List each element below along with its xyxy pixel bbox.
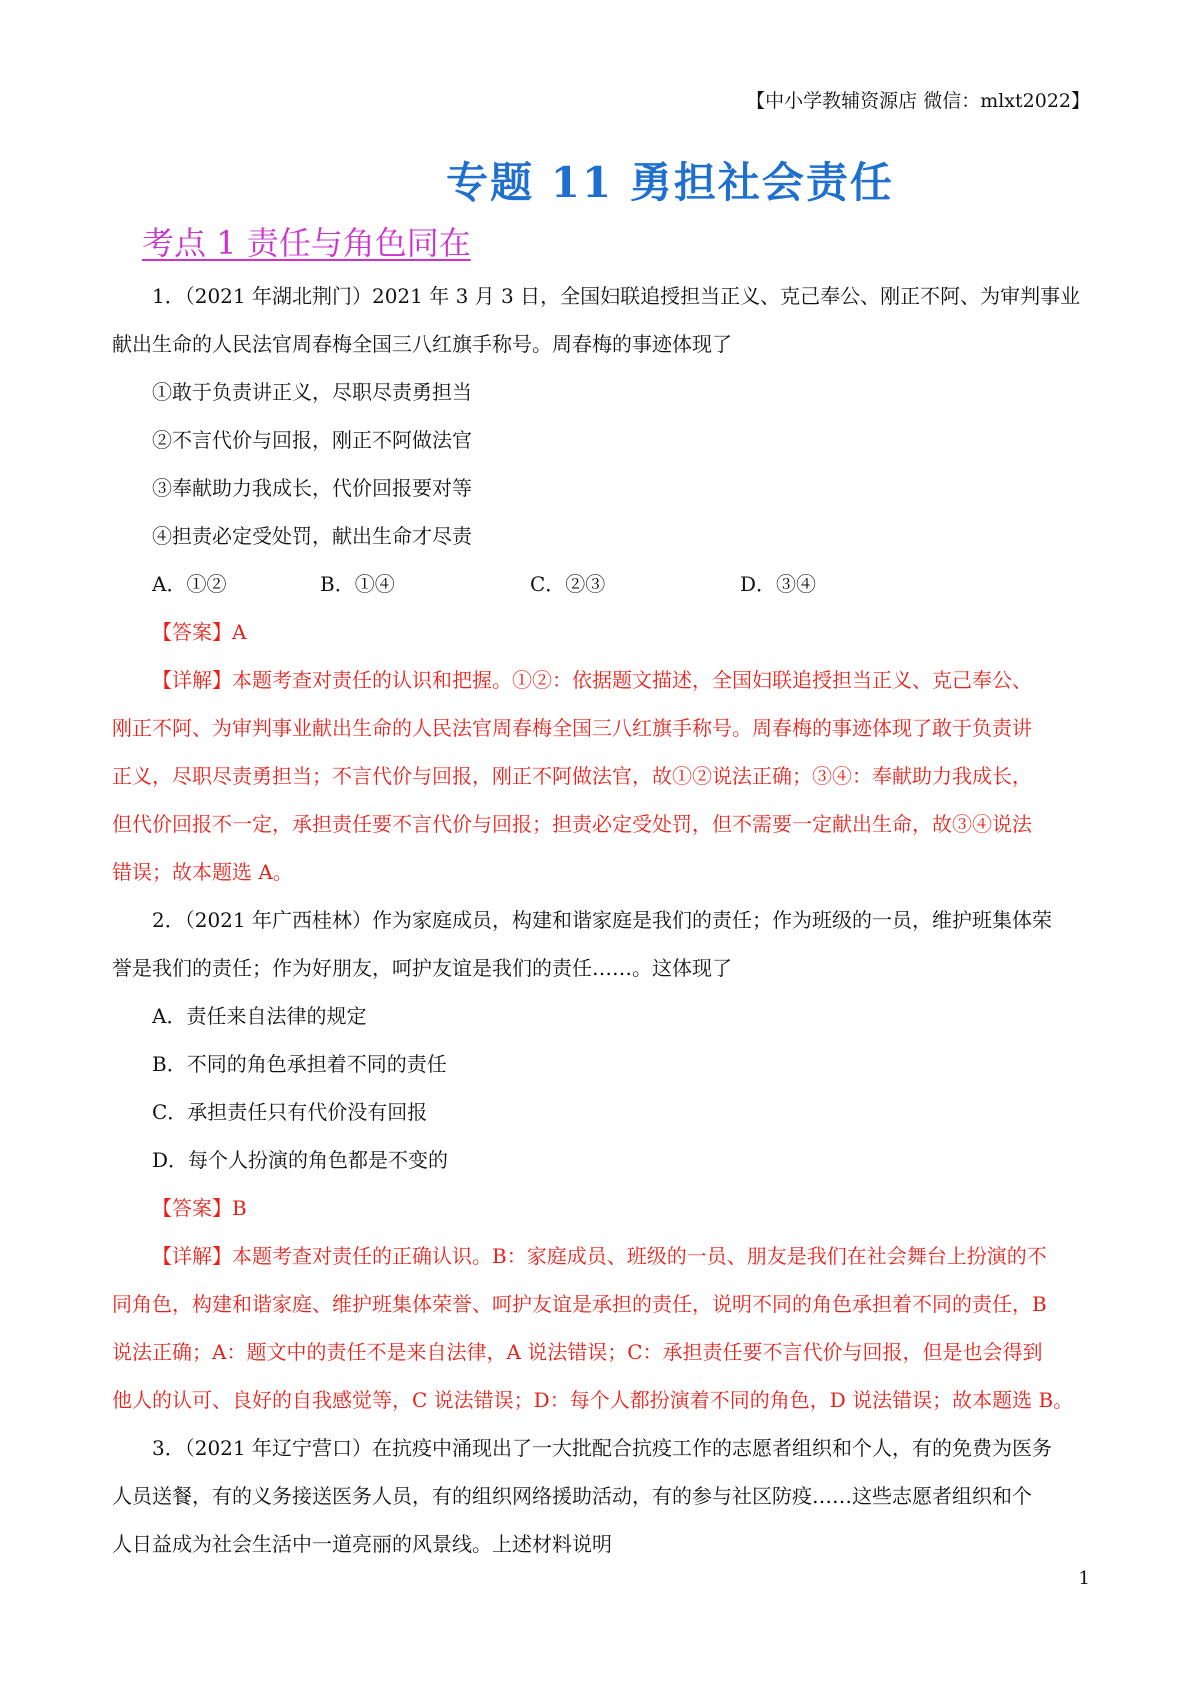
q3-stem-line1: 3．（2021 年辽宁营口）在抗疫中涌现出了一大批配合抗疫工作的志愿者组织和个人，有的免费为医务 bbox=[152, 1436, 1052, 1460]
content-body bbox=[112, 272, 1102, 1568]
q1-options bbox=[112, 560, 1102, 608]
section-heading: 考点 1 责任与角色同在 bbox=[142, 224, 471, 262]
page-title: 专题 11 勇担社会责任 bbox=[446, 158, 894, 207]
q1-option-c: C．②③ bbox=[530, 572, 606, 596]
q2-option-c: C．承担责任只有代价没有回报 bbox=[152, 1100, 428, 1124]
q1-answer: 【答案】A bbox=[152, 620, 247, 644]
q1-detail-line4: 但代价回报不一定，承担责任要不言代价与回报；担责必定受处罚，但不需要一定献出生命，故③④说法 bbox=[112, 812, 1032, 836]
header-note: 【中小学教辅资源店 微信：mlxt2022】 bbox=[746, 90, 1090, 112]
q2-detail-line3: 说法正确；A：题文中的责任不是来自法律，A 说法错误；C：承担责任要不言代价与回报，但是也会得到 bbox=[112, 1340, 1043, 1364]
q2-stem-line1: 2．（2021 年广西桂林）作为家庭成员，构建和谐家庭是我们的责任；作为班级的一员，维护班集体荣 bbox=[152, 908, 1052, 932]
page-number: 1 bbox=[1078, 1568, 1090, 1589]
q1-item-4: ④担责必定受处罚，献出生命才尽责 bbox=[152, 524, 472, 548]
q1-option-d: D．③④ bbox=[740, 572, 817, 596]
q2-option-a: A．责任来自法律的规定 bbox=[152, 1004, 367, 1028]
q1-item-2: ②不言代价与回报，刚正不阿做法官 bbox=[152, 428, 472, 452]
q1-detail-line3: 正义，尽职尽责勇担当；不言代价与回报，刚正不阿做法官，故①②说法正确；③④：奉献助力我成长， bbox=[112, 764, 1032, 788]
q1-detail-line5: 错误；故本题选 A。 bbox=[112, 860, 293, 884]
q1-item-1: ①敢于负责讲正义，尽职尽责勇担当 bbox=[152, 380, 472, 404]
q2-detail-line2: 同角色，构建和谐家庭、维护班集体荣誉、呵护友谊是承担的责任，说明不同的角色承担着不同的责任，B bbox=[112, 1292, 1047, 1316]
q3-stem-line2: 人员送餐，有的义务接送医务人员，有的组织网络援助活动，有的参与社区防疫……这些志愿者组织和个 bbox=[112, 1484, 1032, 1508]
q2-answer: 【答案】B bbox=[152, 1196, 247, 1220]
q1-detail-line1: 【详解】本题考查对责任的认识和把握。①②：依据题文描述，全国妇联追授担当正义、克己奉公、 bbox=[152, 668, 1032, 692]
q2-option-b: B．不同的角色承担着不同的责任 bbox=[152, 1052, 447, 1076]
q1-option-b: B．①④ bbox=[320, 572, 395, 596]
q2-option-d: D．每个人扮演的角色都是不变的 bbox=[152, 1148, 449, 1172]
q2-detail-line1: 【详解】本题考查对责任的正确认识。B：家庭成员、班级的一员、朋友是我们在社会舞台上扮演的不 bbox=[152, 1244, 1047, 1268]
q2-stem-line2: 誉是我们的责任；作为好朋友，呵护友谊是我们的责任……。这体现了 bbox=[112, 956, 732, 980]
q1-detail-line2: 刚正不阿、为审判事业献出生命的人民法官周春梅全国三八红旗手称号。周春梅的事迹体现了敢于负责讲 bbox=[112, 716, 1032, 740]
q1-stem-line2: 献出生命的人民法官周春梅全国三八红旗手称号。周春梅的事迹体现了 bbox=[112, 332, 732, 356]
q2-detail-line4: 他人的认可、良好的自我感觉等，C 说法错误；D：每个人都扮演着不同的角色，D 说法错误；故本题选 B。 bbox=[112, 1388, 1074, 1412]
q1-item-3: ③奉献助力我成长，代价回报要对等 bbox=[152, 476, 472, 500]
q3-stem-line3: 人日益成为社会生活中一道亮丽的风景线。上述材料说明 bbox=[112, 1532, 612, 1556]
q1-option-a: A．①② bbox=[152, 572, 227, 596]
q1-stem-line1: 1．（2021 年湖北荆门）2021 年 3 月 3 日，全国妇联追授担当正义、克己奉公、刚正不阿、为审判事业 bbox=[152, 284, 1081, 308]
